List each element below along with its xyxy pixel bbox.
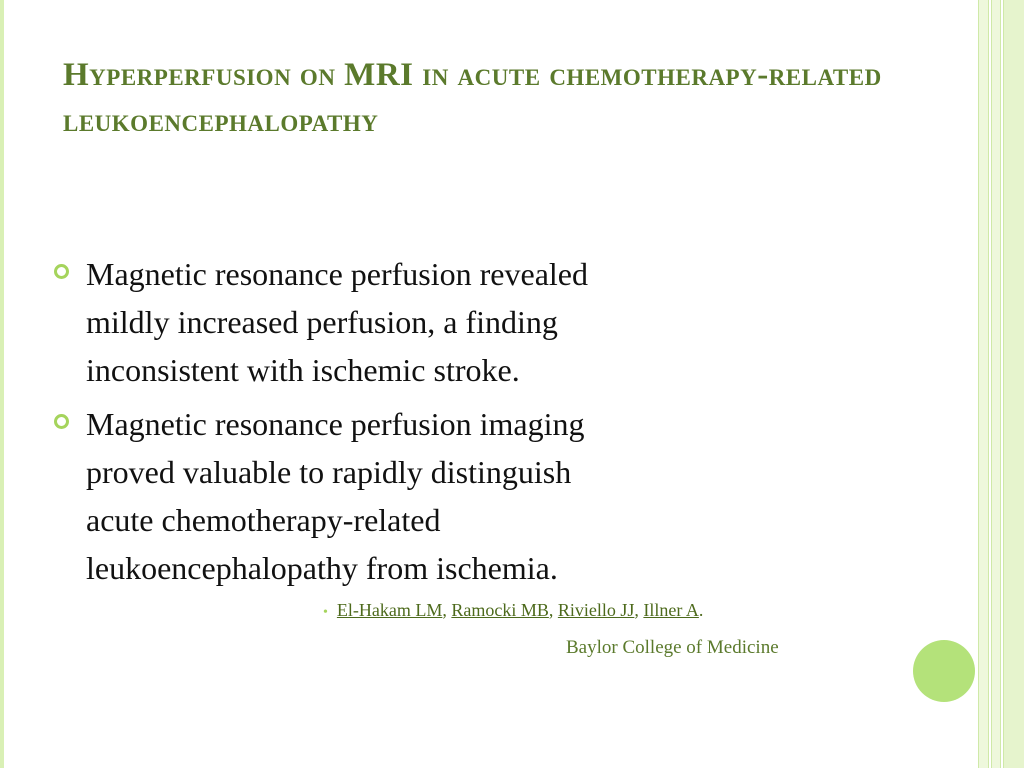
bullet-circle-icon	[54, 414, 69, 429]
slide-title: Hyperperfusion on MRI in acute chemotherapy-related leukoencephalopathy	[63, 57, 882, 139]
author-link[interactable]: Riviello JJ	[557, 600, 635, 620]
author-link[interactable]: Illner A	[643, 600, 699, 620]
bullet-list	[54, 250, 914, 598]
bullet-text: Magnetic resonance perfusion imaging proved valuable to rapidly distinguish acute chemotherapy-related leukoencephalopathy from ischemia.	[86, 406, 585, 586]
author-terminator: .	[698, 600, 704, 620]
right-decor-stripe	[991, 0, 1001, 768]
bullet-item	[54, 250, 914, 394]
author-separator: ,	[634, 600, 644, 620]
author-line	[323, 598, 703, 625]
decorative-circle	[913, 640, 975, 702]
right-decor-stripe	[1003, 0, 1024, 768]
sub-bullet-icon: •	[323, 605, 328, 620]
bullet-circle-icon	[54, 264, 69, 279]
right-decor-stripe	[978, 0, 989, 768]
bullet-text: Magnetic resonance perfusion revealed mildly increased perfusion, a finding inconsistent with ischemic stroke.	[86, 256, 588, 388]
affiliation: Baylor College of Medicine	[566, 637, 779, 658]
author-separator: ,	[442, 600, 452, 620]
left-frame-border	[0, 0, 4, 768]
bullet-item	[54, 400, 914, 592]
author-separator: ,	[548, 600, 558, 620]
author-link[interactable]: Ramocki MB	[451, 600, 549, 620]
author-link[interactable]: El-Hakam LM	[336, 600, 443, 620]
